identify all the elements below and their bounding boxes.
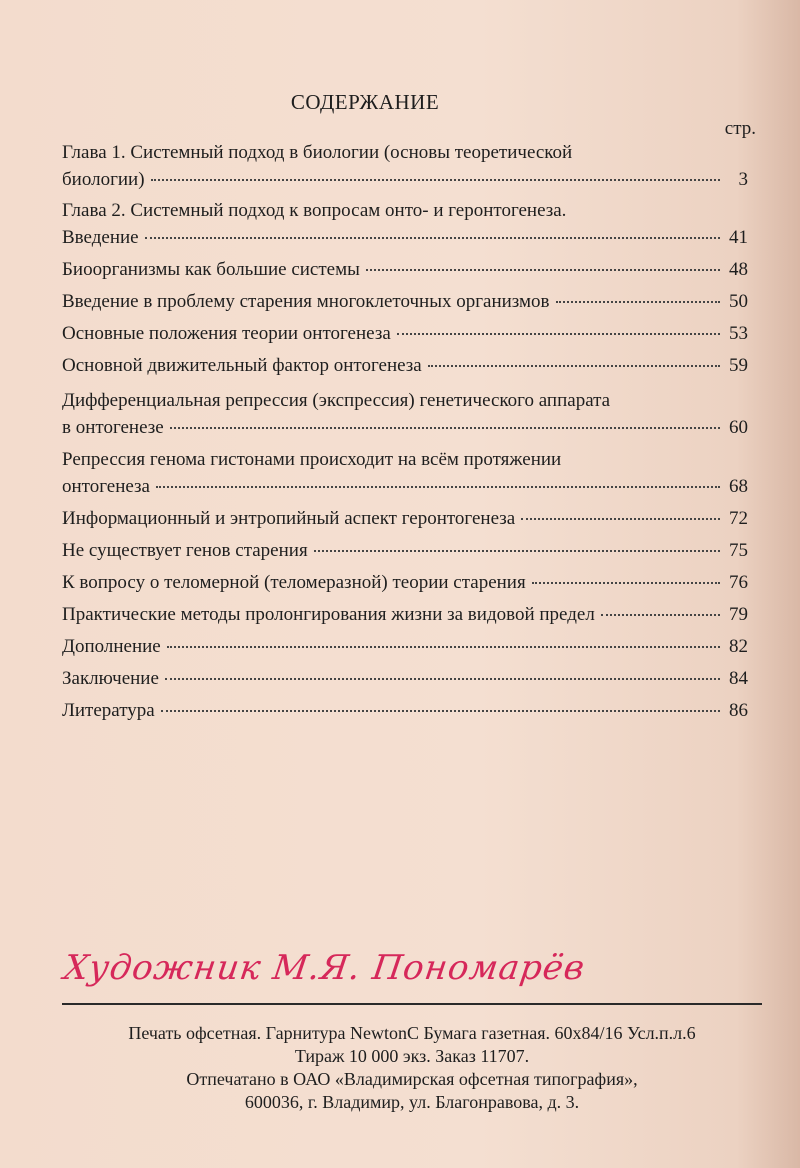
toc-page-number: 84 xyxy=(729,668,748,689)
imprint xyxy=(62,1022,762,1114)
artist-signature: Художник М.Я. Пономарёв xyxy=(61,948,588,988)
page-column-header: стр. xyxy=(724,118,756,139)
toc-entry xyxy=(62,256,748,283)
dot-leader xyxy=(167,645,720,648)
toc-entry-text: Глава 2. Системный подход к вопросам онто- и геронтогенеза. xyxy=(62,200,567,221)
toc-entry xyxy=(62,537,748,564)
toc-page-number: 59 xyxy=(729,355,748,376)
toc-entry-text: Практические методы пролонгирования жизни за видовой предел xyxy=(62,604,595,625)
toc-page-number: 53 xyxy=(729,323,748,344)
dot-leader xyxy=(601,613,720,616)
dot-leader xyxy=(314,549,720,552)
imprint-line: Печать офсетная. Гарнитура NewtonC Бумага газетная. 60x84/16 Усл.п.л.6 xyxy=(128,1023,696,1043)
toc-entry xyxy=(62,288,748,315)
toc-entry-text: Не существует генов старения xyxy=(62,540,308,561)
dot-leader xyxy=(521,517,720,520)
toc-entry xyxy=(62,197,748,251)
toc-entry xyxy=(62,320,748,347)
toc-entry-text: Дифференциальная репрессия (экспрессия) генетического аппарата xyxy=(62,390,611,411)
toc-entry xyxy=(62,505,748,532)
toc-entry xyxy=(62,665,748,692)
toc-entry xyxy=(62,633,748,660)
toc-entry xyxy=(62,697,748,724)
dot-leader xyxy=(532,581,720,584)
toc-entry xyxy=(62,387,748,441)
toc-page-number: 3 xyxy=(738,169,748,190)
dot-leader xyxy=(161,709,720,712)
toc-entry-text: К вопросу о теломерной (теломеразной) теории старения xyxy=(62,572,526,593)
toc-entry-text: онтогенеза xyxy=(62,476,150,497)
toc-entry xyxy=(62,139,748,193)
toc-page-number: 50 xyxy=(729,291,748,312)
page-title: СОДЕРЖАНИЕ xyxy=(290,90,440,114)
imprint-line: 600036, г. Владимир, ул. Благонравова, д. 3. xyxy=(244,1092,580,1112)
dot-leader xyxy=(145,236,720,239)
imprint-line: Отпечатано в ОАО «Владимирская офсетная типография», xyxy=(186,1069,638,1089)
toc-entry-text: биологии) xyxy=(62,169,145,190)
toc-entry xyxy=(62,569,748,596)
divider xyxy=(62,1003,762,1005)
imprint-line: Тираж 10 000 экз. Заказ 11707. xyxy=(294,1046,530,1066)
toc-entry-text: Глава 1. Системный подход в биологии (основы теоретической xyxy=(62,142,573,163)
toc-entry-text: Основной движительный фактор онтогенеза xyxy=(62,355,422,376)
toc-entry xyxy=(62,601,748,628)
toc-entry-text: Биоорганизмы как большие системы xyxy=(62,259,360,280)
toc-entry-text: Основные положения теории онтогенеза xyxy=(62,323,391,344)
toc-entry xyxy=(62,446,748,500)
dot-leader xyxy=(151,178,720,181)
toc-entry-text: в онтогенезе xyxy=(62,417,164,438)
toc-entry-text: Заключение xyxy=(62,668,159,689)
toc-page-number: 72 xyxy=(729,508,748,529)
toc-entry-text: Введение в проблему старения многоклеточных организмов xyxy=(62,291,550,312)
toc-page-number: 86 xyxy=(729,700,748,721)
table-of-contents xyxy=(62,134,748,724)
toc-page-number: 75 xyxy=(729,540,748,561)
toc-entry-text: Литература xyxy=(62,700,155,721)
toc-page-number: 82 xyxy=(729,636,748,657)
toc-page-number: 60 xyxy=(729,417,748,438)
dot-leader xyxy=(397,332,720,335)
toc-page-number: 48 xyxy=(729,259,748,280)
toc-page-number: 68 xyxy=(729,476,748,497)
dot-leader xyxy=(170,426,720,429)
toc-page-number: 41 xyxy=(729,227,748,248)
toc-entry-text: Репрессия генома гистонами происходит на всём протяжении xyxy=(62,449,562,470)
dot-leader xyxy=(428,364,720,367)
dot-leader xyxy=(156,485,720,488)
dot-leader xyxy=(366,268,720,271)
toc-entry-text: Введение xyxy=(62,227,139,248)
toc-page-number: 79 xyxy=(729,604,748,625)
toc-entry-text: Информационный и энтропийный аспект геронтогенеза xyxy=(62,508,516,529)
dot-leader xyxy=(556,300,720,303)
toc-entry xyxy=(62,352,748,379)
dot-leader xyxy=(165,677,720,680)
toc-entry-text: Дополнение xyxy=(62,636,161,657)
toc-page-number: 76 xyxy=(729,572,748,593)
